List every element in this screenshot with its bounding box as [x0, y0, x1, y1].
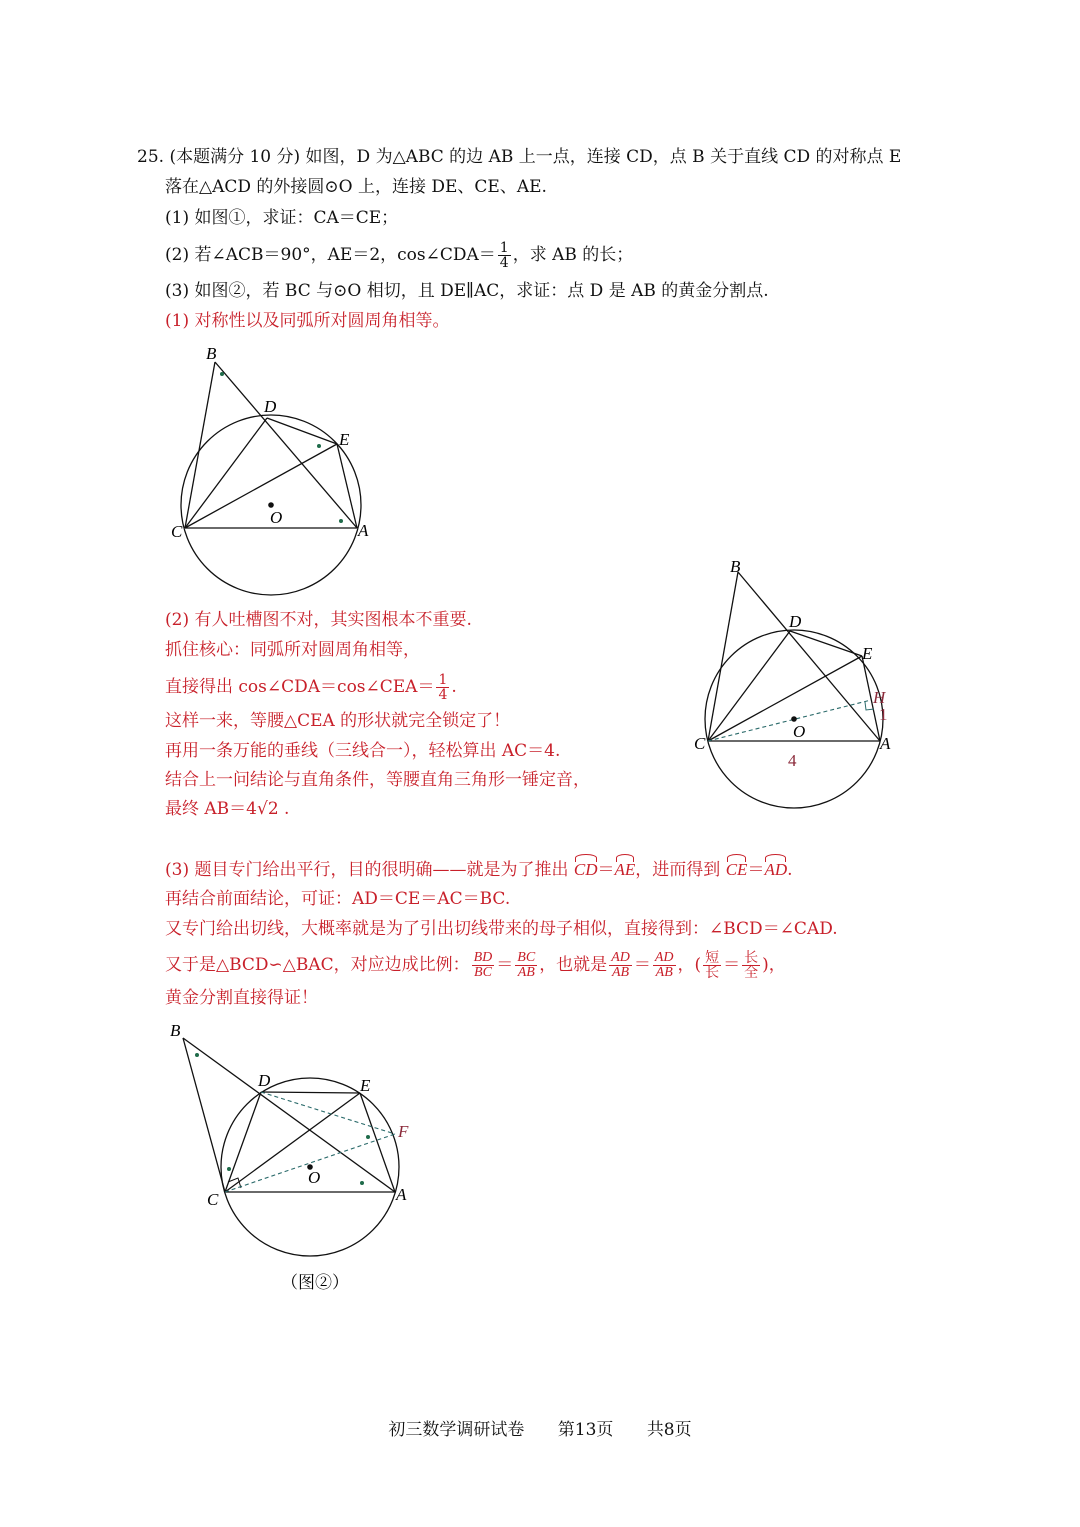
segment-de	[267, 418, 337, 444]
fraction-denominator: 4	[499, 255, 509, 271]
fraction-numerator: AD	[611, 950, 630, 965]
note-2-line-1: (2) 有人吐槽图不对，其实图根本不重要.	[165, 610, 472, 630]
note-3-line-1-mid: ，进而得到	[635, 860, 726, 880]
segment-bc	[183, 1038, 225, 1192]
footer-page: 第13页	[557, 1420, 614, 1440]
note-3-line-4-d: )，	[762, 955, 786, 975]
fig1-label-e: E	[339, 430, 350, 449]
fraction-numerator: 1	[438, 672, 448, 688]
segment-ea	[360, 1093, 395, 1192]
fig2-label-e: E	[862, 644, 873, 663]
fraction-denominator: 全	[744, 965, 759, 981]
equals-sign: ＝	[633, 955, 651, 975]
question-3: (3) 如图②，若 BC 与⊙O 相切，且 DE∥AC，求证：点 D 是 AB 的黄金分割点.	[165, 281, 769, 301]
fraction-denominator: 4	[438, 687, 448, 703]
fig2-length-label: 4	[788, 751, 797, 770]
note-2-line-2: 抓住核心：同弧所对圆周角相等，	[165, 640, 420, 660]
arc-ce: CE	[725, 860, 748, 879]
equals-sign: ＝	[723, 955, 741, 975]
segment-de	[261, 1092, 360, 1093]
fig2-label-a: A	[880, 734, 891, 753]
angle-dot	[339, 519, 343, 523]
fraction-denominator: BC	[474, 965, 492, 980]
angle-dot	[360, 1181, 364, 1185]
problem-stem-1: (本题满分 10 分) 如图，D 为△ABC 的边 AB 上一点，连接 CD，点 B 关于直线 CD 的对称点 E	[169, 147, 902, 167]
fig3-label-c: C	[207, 1190, 219, 1209]
segment-ba	[738, 572, 880, 741]
note-3-line-1-a: (3) 题目专门给出平行，目的很明确——就是为了推出	[165, 860, 574, 880]
question-1: (1) 如图①，求证：CA＝CE；	[165, 208, 399, 228]
segment-ba	[183, 1038, 395, 1192]
arc-ad: AD	[764, 860, 788, 879]
angle-dot	[195, 1053, 199, 1057]
fig3-label-b: B	[170, 1021, 181, 1040]
note-3-line-5: 黄金分割直接得证！	[165, 988, 318, 1008]
note-3-line-4-c: ，(	[677, 955, 702, 975]
segment-de	[790, 631, 862, 656]
note-1: (1) 对称性以及同弧所对圆周角相等。	[165, 311, 450, 331]
note-2-line-3-b: .	[451, 677, 457, 697]
figure-2	[705, 572, 883, 808]
equals-sign: ＝	[496, 955, 514, 975]
fraction-denominator: 长	[705, 965, 720, 981]
note-2-line-7: 最终 AB＝4√2 .	[165, 799, 290, 819]
note-3-line-2: 再结合前面结论，可证：AD＝CE＝AC＝BC.	[165, 889, 511, 909]
equals-sign: ＝	[747, 860, 765, 880]
fig2-label-o: O	[793, 722, 806, 741]
fig3-label-d: D	[258, 1071, 271, 1090]
angle-dot	[227, 1167, 231, 1171]
segment-ce	[225, 1093, 360, 1192]
fraction-numerator: 长	[744, 950, 759, 966]
fig3-label-e: E	[360, 1076, 371, 1095]
fraction-denominator: AB	[517, 965, 535, 980]
problem-number: 25.	[137, 147, 165, 167]
period: .	[787, 860, 793, 880]
fraction-numerator: BC	[517, 950, 536, 965]
fraction-numerator: 短	[705, 950, 720, 966]
arc-ae: AE	[614, 860, 636, 879]
angle-dot	[317, 444, 321, 448]
fig1-label-d: D	[264, 397, 277, 416]
angle-dot	[366, 1135, 370, 1139]
fraction-numerator: AD	[654, 950, 674, 965]
center-dot	[268, 502, 274, 508]
center-dot	[791, 716, 797, 722]
segment-bc	[185, 362, 215, 528]
perpendicular-ch	[708, 700, 871, 741]
segment-ce	[708, 656, 862, 741]
fig1-label-b: B	[206, 344, 217, 363]
note-3-line-4-b: ，也就是	[539, 955, 608, 975]
note-2-line-3-a: 直接得出 cos∠CDA＝cos∠CEA＝	[165, 677, 435, 697]
note-3-line-4-a: 又于是△BCD∽△BAC，对应边成比例：	[165, 955, 470, 975]
segment-cd	[708, 631, 790, 741]
angle-dot	[220, 372, 224, 376]
page-footer	[0, 1415, 1080, 1440]
figure-2-caption: （图②）	[281, 1273, 349, 1292]
segment-bc	[708, 572, 738, 741]
fig2-label-c: C	[694, 734, 706, 753]
fraction-numerator: 1	[499, 240, 509, 256]
footer-title: 初三数学调研试卷	[388, 1420, 525, 1440]
fig3-label-o: O	[308, 1168, 321, 1187]
fig1-label-c: C	[171, 522, 183, 541]
note-2-line-4: 这样一来，等腰△CEA 的形状就完全锁定了！	[165, 711, 511, 731]
segment-cd	[185, 418, 267, 528]
note-2-line-6: 结合上一问结论与直角条件，等腰直角三角形一锤定音，	[165, 770, 590, 790]
fraction-numerator: BD	[473, 950, 493, 965]
question-2-text-a: (2) 若∠ACB＝90°，AE＝2，cos∠CDA＝	[165, 245, 496, 265]
footer-total: 共8页	[646, 1420, 692, 1440]
fig1-label-o: O	[270, 508, 283, 527]
fig1-label-a: A	[358, 521, 369, 540]
note-3-line-3: 又专门给出切线，大概率就是为了引出切线带来的母子相似，直接得到：∠BCD＝∠CAD.	[165, 919, 838, 939]
figure-3	[183, 1038, 399, 1256]
question-2-text-b: ，求 AB 的长；	[512, 245, 634, 265]
segment-cd	[225, 1092, 261, 1192]
fig3-label-f: F	[398, 1122, 409, 1141]
fraction-denominator: AB	[611, 965, 630, 980]
dashed-df	[261, 1092, 395, 1134]
fraction-denominator: AB	[655, 965, 673, 980]
segment-ce	[185, 444, 337, 528]
problem-line-2: 落在△ACD 的外接圆⊙O 上，连接 DE、CE、AE.	[165, 177, 547, 197]
fig3-label-a: A	[396, 1185, 407, 1204]
arc-cd: CD	[573, 860, 598, 879]
note-2-line-5: 再用一条万能的垂线（三线合一），轻松算出 AC＝4.	[165, 741, 561, 761]
fig2-label-h: H	[873, 688, 886, 707]
fig2-label-b: B	[730, 557, 741, 576]
equals-sign: ＝	[597, 860, 615, 880]
fig2-label-d: D	[789, 612, 802, 631]
fig2-tick-one: 1	[879, 705, 888, 724]
